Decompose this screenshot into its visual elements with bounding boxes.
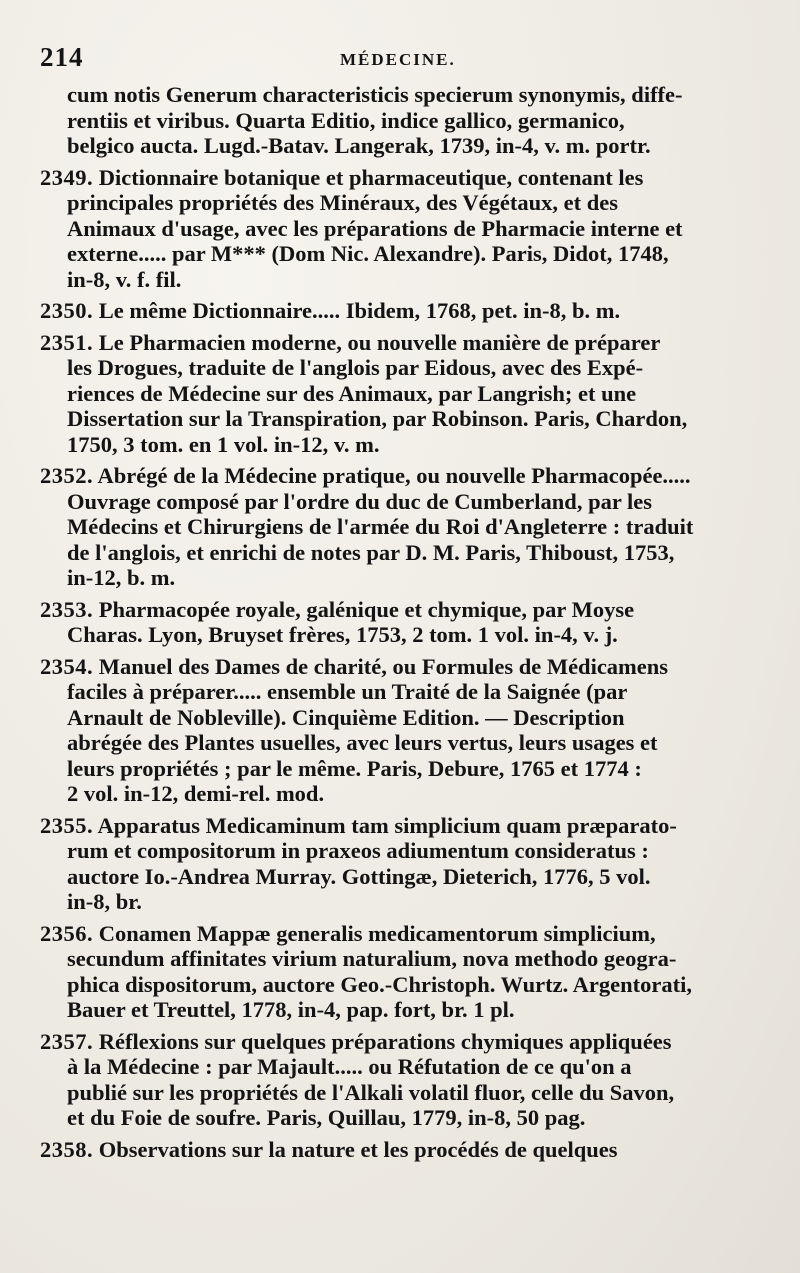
page-header <box>40 42 764 82</box>
text-line: Arnault de Nobleville). Cinquième Edition. — Description <box>67 704 625 730</box>
entry-number: 2354. <box>40 653 94 679</box>
text-line: Médecins et Chirurgiens de l'armée du Roi d'Angleterre : traduit <box>67 514 694 539</box>
text-line: Observations sur la nature et les procédés de quelques <box>98 1136 618 1162</box>
entry-first-line <box>40 463 764 489</box>
continuation-paragraph <box>40 82 764 159</box>
text-line: secundum affinitates virium naturalium, nova methodo geogra- <box>67 946 677 971</box>
text-line: Bauer et Treuttel, 1778, in-4, pap. fort, br. 1 pl. <box>67 997 515 1022</box>
entry-number: 2358. <box>40 1136 94 1162</box>
page-body <box>40 82 764 1162</box>
text-line: rum et compositorum in praxeos adiumentum consideratus : <box>67 838 649 863</box>
text-line: Le même Dictionnaire..... Ibidem, 1768, pet. in-8, b. m. <box>98 298 621 323</box>
page-number: 214 <box>40 42 84 72</box>
text-line: Charas. Lyon, Bruyset frères, 1753, 2 tom. 1 vol. in-4, v. j. <box>67 622 618 647</box>
running-head: MÉDECINE. <box>340 50 456 69</box>
text-line: Ouvrage composé par l'ordre du duc de Cumberland, par les <box>67 488 653 514</box>
text-line: Conamen Mappæ generalis medicamentorum simplicium, <box>98 920 656 946</box>
text-line: cum notis Generum characteristicis specierum synonymis, diffe- <box>67 82 683 107</box>
text-line: Manuel des Dames de charité, ou Formules de Médicamens <box>98 653 669 679</box>
entry-first-line <box>40 654 764 680</box>
catalog-entry <box>40 463 764 591</box>
text-line: leurs propriétés ; par le même. Paris, Debure, 1765 et 1774 : <box>67 755 642 781</box>
entry-number: 2350. <box>40 298 94 323</box>
text-line: belgico aucta. Lugd.-Batav. Langerak, 1739, in-4, v. m. portr. <box>67 133 651 158</box>
catalog-entry <box>40 298 764 324</box>
entry-first-line <box>40 330 764 356</box>
catalog-entry <box>40 597 764 648</box>
catalog-entry <box>40 165 764 293</box>
text-line: 1750, 3 tom. en 1 vol. in-12, v. m. <box>67 431 380 457</box>
entry-number: 2349. <box>40 164 94 190</box>
entry-first-line <box>40 813 764 839</box>
text-line: Abrégé de la Médecine pratique, ou nouvelle Pharmacopée..... <box>97 463 691 488</box>
entry-number: 2356. <box>40 920 94 946</box>
entry-number: 2355. <box>40 812 94 838</box>
text-line: abrégée des Plantes usuelles, avec leurs vertus, leurs usages et <box>67 730 658 755</box>
text-line: publié sur les propriétés de l'Alkali volatil fluor, celle du Savon, <box>67 1079 675 1105</box>
text-line: Le Pharmacien moderne, ou nouvelle manière de préparer <box>98 329 661 355</box>
entry-number: 2353. <box>40 596 94 622</box>
text-line: 2 vol. in-12, demi-rel. mod. <box>67 781 325 806</box>
text-line: phica dispositorum, auctore Geo.-Christoph. Wurtz. Argentorati, <box>67 971 692 997</box>
text-line: et du Foie de soufre. Paris, Quillau, 1779, in-8, 50 pag. <box>67 1105 586 1130</box>
text-line: Réflexions sur quelques préparations chymiques appliquées <box>98 1028 672 1054</box>
text-line: riences de Médecine sur des Animaux, par Langrish; et une <box>67 380 637 406</box>
text-line: Dictionnaire botanique et pharmaceutique, contenant les <box>98 164 644 190</box>
text-line: in-8, v. f. fil. <box>67 266 182 292</box>
text-line: principales propriétés des Minéraux, des Végétaux, et des <box>67 190 619 215</box>
catalog-entry <box>40 1029 764 1131</box>
entry-first-line <box>40 1137 764 1163</box>
catalog-entry <box>40 813 764 915</box>
entry-number: 2351. <box>40 329 94 355</box>
entry-first-line <box>40 298 764 324</box>
text-line: Apparatus Medicaminum tam simplicium quam præparato- <box>97 812 677 838</box>
text-line: faciles à préparer..... ensemble un Traité de la Saignée (par <box>67 679 628 704</box>
entry-first-line <box>40 597 764 623</box>
catalog-entry <box>40 1137 764 1163</box>
text-line: Pharmacopée royale, galénique et chymique, par Moyse <box>98 596 635 622</box>
text-line: à la Médecine : par Majault..... ou Réfutation de ce qu'on a <box>67 1054 632 1079</box>
entry-first-line <box>40 1029 764 1055</box>
text-line: in-8, br. <box>67 889 142 914</box>
text-line: rentiis et viribus. Quarta Editio, indice gallico, germanico, <box>67 107 625 133</box>
text-line: Animaux d'usage, avec les préparations de Pharmacie interne et <box>67 215 683 241</box>
text-line: Dissertation sur la Transpiration, par Robinson. Paris, Chardon, <box>67 406 688 431</box>
text-line: externe..... par M*** (Dom Nic. Alexandre). Paris, Didot, 1748, <box>67 241 669 266</box>
entry-first-line <box>40 921 764 947</box>
entry-first-line <box>40 165 764 191</box>
catalog-entry <box>40 654 764 807</box>
text-line: in-12, b. m. <box>67 565 176 590</box>
text-line: de l'anglois, et enrichi de notes par D. M. Paris, Thiboust, 1753, <box>67 539 675 565</box>
catalog-entry <box>40 330 764 458</box>
entry-number: 2352. <box>40 463 94 488</box>
text-line: les Drogues, traduite de l'anglois par Eidous, avec des Expé- <box>67 355 644 380</box>
catalog-entry <box>40 921 764 1023</box>
entry-number: 2357. <box>40 1028 94 1054</box>
text-line: auctore Io.-Andrea Murray. Gottingæ, Dieterich, 1776, 5 vol. <box>67 863 651 889</box>
